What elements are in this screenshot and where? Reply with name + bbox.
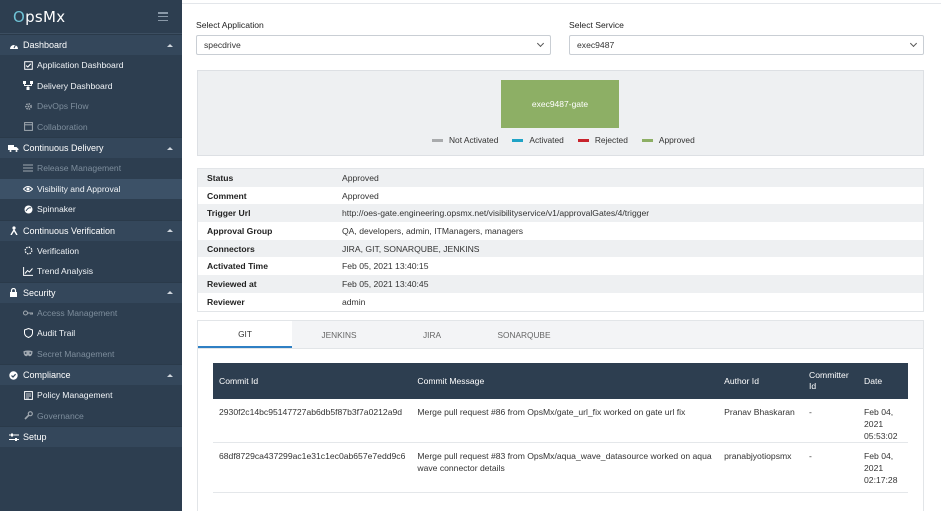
service-selector-group bbox=[569, 20, 924, 55]
legend-swatch bbox=[642, 139, 653, 142]
legend-label: Not Activated bbox=[449, 135, 499, 145]
opsmx-logo[interactable]: OpsMx bbox=[13, 7, 66, 26]
detail-value: QA, developers, admin, ITManagers, managers bbox=[342, 225, 524, 236]
sidebar-item-application-dashboard[interactable] bbox=[0, 55, 182, 76]
lock-icon bbox=[8, 288, 19, 297]
sidebar-item-spinnaker[interactable] bbox=[0, 199, 182, 220]
detail-row-connectors bbox=[198, 240, 923, 258]
detail-row-reviewer bbox=[198, 293, 923, 311]
caret-up-icon bbox=[167, 374, 173, 377]
detail-row-reviewed-at bbox=[198, 275, 923, 293]
application-selector-group bbox=[196, 20, 551, 55]
detail-key: Activated Time bbox=[207, 261, 268, 272]
application-select[interactable] bbox=[196, 35, 551, 55]
sidebar-item-label: Collaboration bbox=[37, 121, 88, 132]
sidebar-item-label: Policy Management bbox=[37, 390, 113, 401]
chevron-down-icon bbox=[537, 40, 544, 47]
checkbox-icon bbox=[23, 61, 33, 70]
detail-row-activated-time bbox=[198, 257, 923, 275]
legend-swatch bbox=[578, 139, 589, 142]
sidebar-item-secret-management[interactable] bbox=[0, 344, 182, 365]
application-selector-label: Select Application bbox=[196, 20, 264, 30]
key-icon bbox=[23, 308, 33, 317]
legend-label: Activated bbox=[529, 135, 564, 145]
nav-section-continuous-delivery[interactable] bbox=[0, 137, 182, 158]
sidebar bbox=[0, 0, 182, 511]
person-icon bbox=[8, 226, 19, 235]
gear-icon bbox=[23, 102, 33, 111]
sidebar-item-label: Spinnaker bbox=[37, 204, 76, 215]
committer-id-cell: - bbox=[803, 443, 858, 493]
detail-value[interactable]: http://oes-gate.engineering.opsmx.net/visibilityservice/v1/approvalGates/4/trigger bbox=[342, 208, 650, 219]
sidebar-item-policy-management[interactable] bbox=[0, 385, 182, 406]
sidebar-header bbox=[0, 0, 182, 34]
detail-key: Approval Group bbox=[207, 225, 273, 236]
sidebar-item-label: Release Management bbox=[37, 163, 122, 174]
tab-sonarqube[interactable]: SONARQUBE bbox=[497, 329, 551, 340]
tab-git[interactable]: GIT bbox=[198, 321, 292, 348]
detail-value: Approved bbox=[342, 190, 379, 201]
caret-up-icon bbox=[167, 147, 173, 150]
check-circle-icon bbox=[8, 371, 19, 380]
detail-key: Comment bbox=[207, 190, 247, 201]
nav-section-label: Compliance bbox=[23, 370, 71, 380]
window-icon bbox=[23, 122, 33, 131]
detail-row-status bbox=[198, 169, 923, 187]
commit-id-cell: 68df8729ca437299ac1e31c1ec0ab657e7edd9c6 bbox=[213, 443, 411, 493]
nav-section-label: Setup bbox=[23, 432, 47, 442]
detail-row-trigger-url bbox=[198, 204, 923, 222]
sidebar-item-delivery-dashboard[interactable] bbox=[0, 76, 182, 97]
tab-jira[interactable]: JIRA bbox=[423, 329, 441, 340]
detail-value: JIRA, GIT, SONARQUBE, JENKINS bbox=[342, 243, 480, 254]
sidebar-item-release-management[interactable] bbox=[0, 158, 182, 179]
wrench-icon bbox=[23, 411, 33, 420]
eye-icon bbox=[23, 184, 33, 193]
connector-tabs bbox=[198, 321, 923, 349]
commits-table bbox=[213, 363, 908, 493]
gate-details-table bbox=[197, 168, 924, 312]
commits-header-row bbox=[213, 363, 908, 399]
table-row bbox=[213, 399, 908, 443]
sidebar-item-label: Secret Management bbox=[37, 348, 115, 359]
sliders-icon bbox=[8, 433, 19, 442]
sidebar-item-audit-trail[interactable] bbox=[0, 323, 182, 344]
legend-label: Approved bbox=[658, 135, 695, 145]
sidebar-item-label: DevOps Flow bbox=[37, 101, 89, 112]
nav-section-compliance[interactable] bbox=[0, 364, 182, 385]
detail-value: Feb 05, 2021 13:40:15 bbox=[342, 261, 429, 272]
table-row bbox=[213, 443, 908, 493]
service-selector-label: Select Service bbox=[569, 20, 624, 30]
chevron-down-icon bbox=[910, 40, 917, 47]
legend-swatch bbox=[512, 139, 523, 142]
detail-value: Feb 05, 2021 13:40:45 bbox=[342, 278, 429, 289]
sidebar-item-label: Verification bbox=[37, 245, 80, 256]
nav-section-label: Continuous Verification bbox=[23, 225, 116, 236]
committer-id-cell: - bbox=[803, 399, 858, 443]
mask-icon bbox=[23, 349, 33, 358]
legend-item-not-activated bbox=[432, 135, 498, 145]
service-select[interactable] bbox=[569, 35, 924, 55]
nav-section-label: Security bbox=[23, 287, 56, 298]
sidebar-item-trend-analysis[interactable] bbox=[0, 261, 182, 282]
legend-item-approved bbox=[642, 135, 695, 145]
sidebar-nav bbox=[0, 34, 182, 447]
connector-tabs-panel bbox=[197, 320, 924, 511]
column-header-date: Date bbox=[858, 363, 908, 399]
commit-message-cell: Merge pull request #83 from OpsMx/aqua_wave_datasource worked on aqua wave connector details bbox=[411, 443, 718, 493]
sidebar-item-label: Delivery Dashboard bbox=[37, 80, 113, 91]
sidebar-item-verification[interactable] bbox=[0, 241, 182, 262]
sidebar-item-collaboration[interactable] bbox=[0, 117, 182, 138]
nav-section-continuous-verification[interactable] bbox=[0, 220, 182, 241]
sidebar-item-governance[interactable] bbox=[0, 406, 182, 427]
service-select-value: exec9487 bbox=[577, 40, 615, 50]
column-header-commit-message: Commit Message bbox=[411, 363, 718, 399]
author-id-cell: pranabjyotiopsmx bbox=[718, 443, 803, 493]
list-icon bbox=[23, 164, 33, 173]
detail-value: Approved bbox=[342, 172, 379, 183]
spinnaker-icon bbox=[23, 205, 33, 214]
detail-row-comment bbox=[198, 187, 923, 205]
sidebar-item-label: Visibility and Approval bbox=[37, 183, 121, 194]
chart-icon bbox=[23, 267, 33, 276]
sidebar-item-label: Access Management bbox=[37, 307, 118, 318]
nav-section-label: Continuous Delivery bbox=[23, 143, 104, 153]
caret-up-icon bbox=[167, 44, 173, 47]
dashboard-icon bbox=[8, 41, 19, 50]
shield-icon bbox=[23, 329, 33, 338]
main-content bbox=[182, 0, 941, 511]
sidebar-item-visibility-and-approval[interactable] bbox=[0, 179, 182, 200]
selector-row bbox=[196, 20, 924, 55]
detail-key: Trigger Url bbox=[207, 208, 251, 219]
detail-key: Connectors bbox=[207, 243, 255, 254]
hierarchy-icon bbox=[23, 81, 33, 90]
detail-key: Reviewed at bbox=[207, 278, 257, 289]
legend-label: Rejected bbox=[594, 135, 628, 145]
gate-node[interactable]: exec9487-gate bbox=[501, 80, 619, 128]
detail-key: Reviewer bbox=[207, 296, 245, 307]
nav-section-label: Dashboard bbox=[23, 40, 68, 50]
legend-item-rejected bbox=[578, 135, 628, 145]
detail-row-approval-group bbox=[198, 222, 923, 240]
truck-icon bbox=[8, 144, 19, 153]
nav-section-setup[interactable] bbox=[0, 426, 182, 447]
nav-section-dashboard[interactable] bbox=[0, 34, 182, 55]
tab-jenkins[interactable]: JENKINS bbox=[321, 329, 357, 340]
date-cell: Feb 04, 2021 02:17:28 bbox=[858, 443, 908, 493]
sidebar-item-label: Governance bbox=[37, 410, 84, 421]
sidebar-item-devops-flow[interactable] bbox=[0, 96, 182, 117]
sidebar-item-access-management[interactable] bbox=[0, 303, 182, 324]
commit-id-cell: 2930f2c14bc95147727ab6db5f87b3f7a0212a9d bbox=[213, 399, 411, 443]
caret-up-icon bbox=[167, 291, 173, 294]
column-header-commit-id: Commit Id bbox=[213, 363, 411, 399]
column-header-committer-id: Committer Id bbox=[803, 363, 858, 399]
top-divider bbox=[182, 0, 941, 4]
gate-graph-panel bbox=[197, 70, 924, 156]
author-id-cell: Pranav Bhaskaran bbox=[718, 399, 803, 443]
application-select-value: specdrive bbox=[204, 40, 241, 50]
status-legend bbox=[432, 135, 709, 145]
commit-message-cell: Merge pull request #86 from OpsMx/gate_url_fix worked on gate url fix bbox=[411, 399, 718, 443]
legend-swatch bbox=[432, 139, 443, 142]
caret-up-icon bbox=[167, 229, 173, 232]
sidebar-item-label: Application Dashboard bbox=[37, 60, 124, 71]
date-cell: Feb 04, 2021 05:53:02 bbox=[858, 399, 908, 443]
sidebar-item-label: Audit Trail bbox=[37, 328, 76, 339]
legend-item-activated bbox=[512, 135, 563, 145]
doc-icon bbox=[23, 391, 33, 400]
hamburger-menu-icon[interactable] bbox=[158, 12, 168, 21]
sidebar-item-label: Trend Analysis bbox=[37, 266, 94, 277]
nav-section-security[interactable] bbox=[0, 282, 182, 303]
detail-value: admin bbox=[342, 296, 366, 307]
spinner-icon bbox=[23, 246, 33, 255]
detail-key: Status bbox=[207, 172, 234, 183]
column-header-author-id: Author Id bbox=[718, 363, 803, 399]
